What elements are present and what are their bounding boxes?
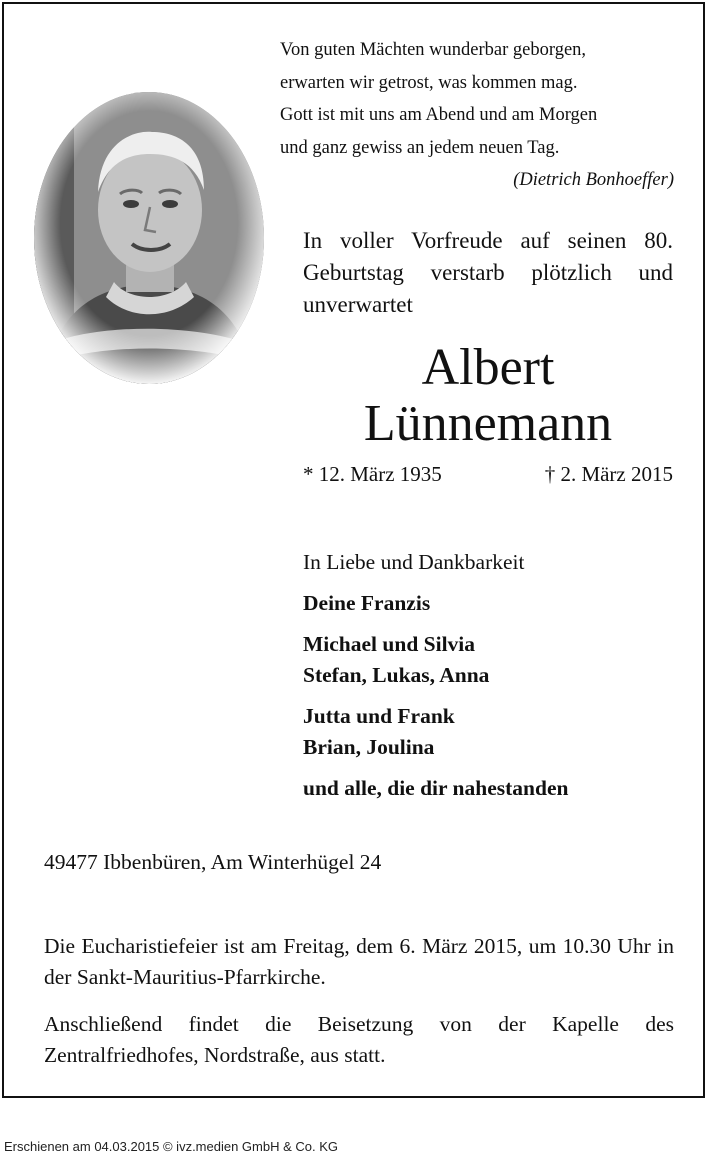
death-date: † 2. März 2015 (544, 462, 673, 486)
life-dates (303, 462, 673, 487)
publication-footer: Erschienen am 04.03.2015 © ivz.medien GmbH & Co. KG (4, 1139, 339, 1154)
first-name: Albert (421, 339, 555, 396)
poem (280, 34, 674, 197)
poem-line: Von guten Mächten wunderbar geborgen, (280, 40, 587, 60)
family-member: Michael und Silvia (303, 632, 476, 656)
deceased-name (303, 340, 673, 452)
portrait-illustration (34, 92, 264, 384)
poem-line: und ganz gewiss an jedem neuen Tag. (280, 137, 560, 158)
intro-text: In voller Vorfreude auf seinen 80. Geburtstag verstarb plötzlich und unverwartet (303, 228, 673, 317)
family-greeting: In Liebe und Dankbarkeit (303, 550, 525, 574)
service-paragraph: Die Eucharistiefeier ist am Freitag, dem 6. März 2015, um 10.30 Uhr in der Sankt-Mauritius-Pfarrkirche. (44, 934, 674, 989)
family-member: Brian, Joulina (303, 735, 435, 759)
address: 49477 Ibbenbüren, Am Winterhügel 24 (44, 850, 382, 874)
poem-line: erwarten wir getrost, was kommen mag. (280, 72, 578, 93)
family-member: Deine Franzis (303, 591, 431, 615)
family-member: Stefan, Lukas, Anna (303, 663, 490, 687)
last-name: Lünnemann (363, 395, 613, 452)
family-member: Jutta und Frank (303, 704, 455, 728)
family-member: und alle, die dir nahestanden (303, 776, 569, 800)
birth-date: * 12. März 1935 (303, 462, 442, 486)
portrait-photo (34, 92, 264, 384)
family-signatures (303, 546, 683, 804)
obituary-frame (2, 2, 705, 1098)
poem-author: (Dietrich Bonhoeffer) (513, 170, 674, 190)
service-paragraph: Anschließend findet die Beisetzung von der Kapelle des Zentralfriedhofes, Nordstraße, aus statt. (44, 1012, 674, 1067)
poem-line: Gott ist mit uns am Abend und am Morgen (280, 105, 598, 125)
service-info (44, 931, 674, 1087)
